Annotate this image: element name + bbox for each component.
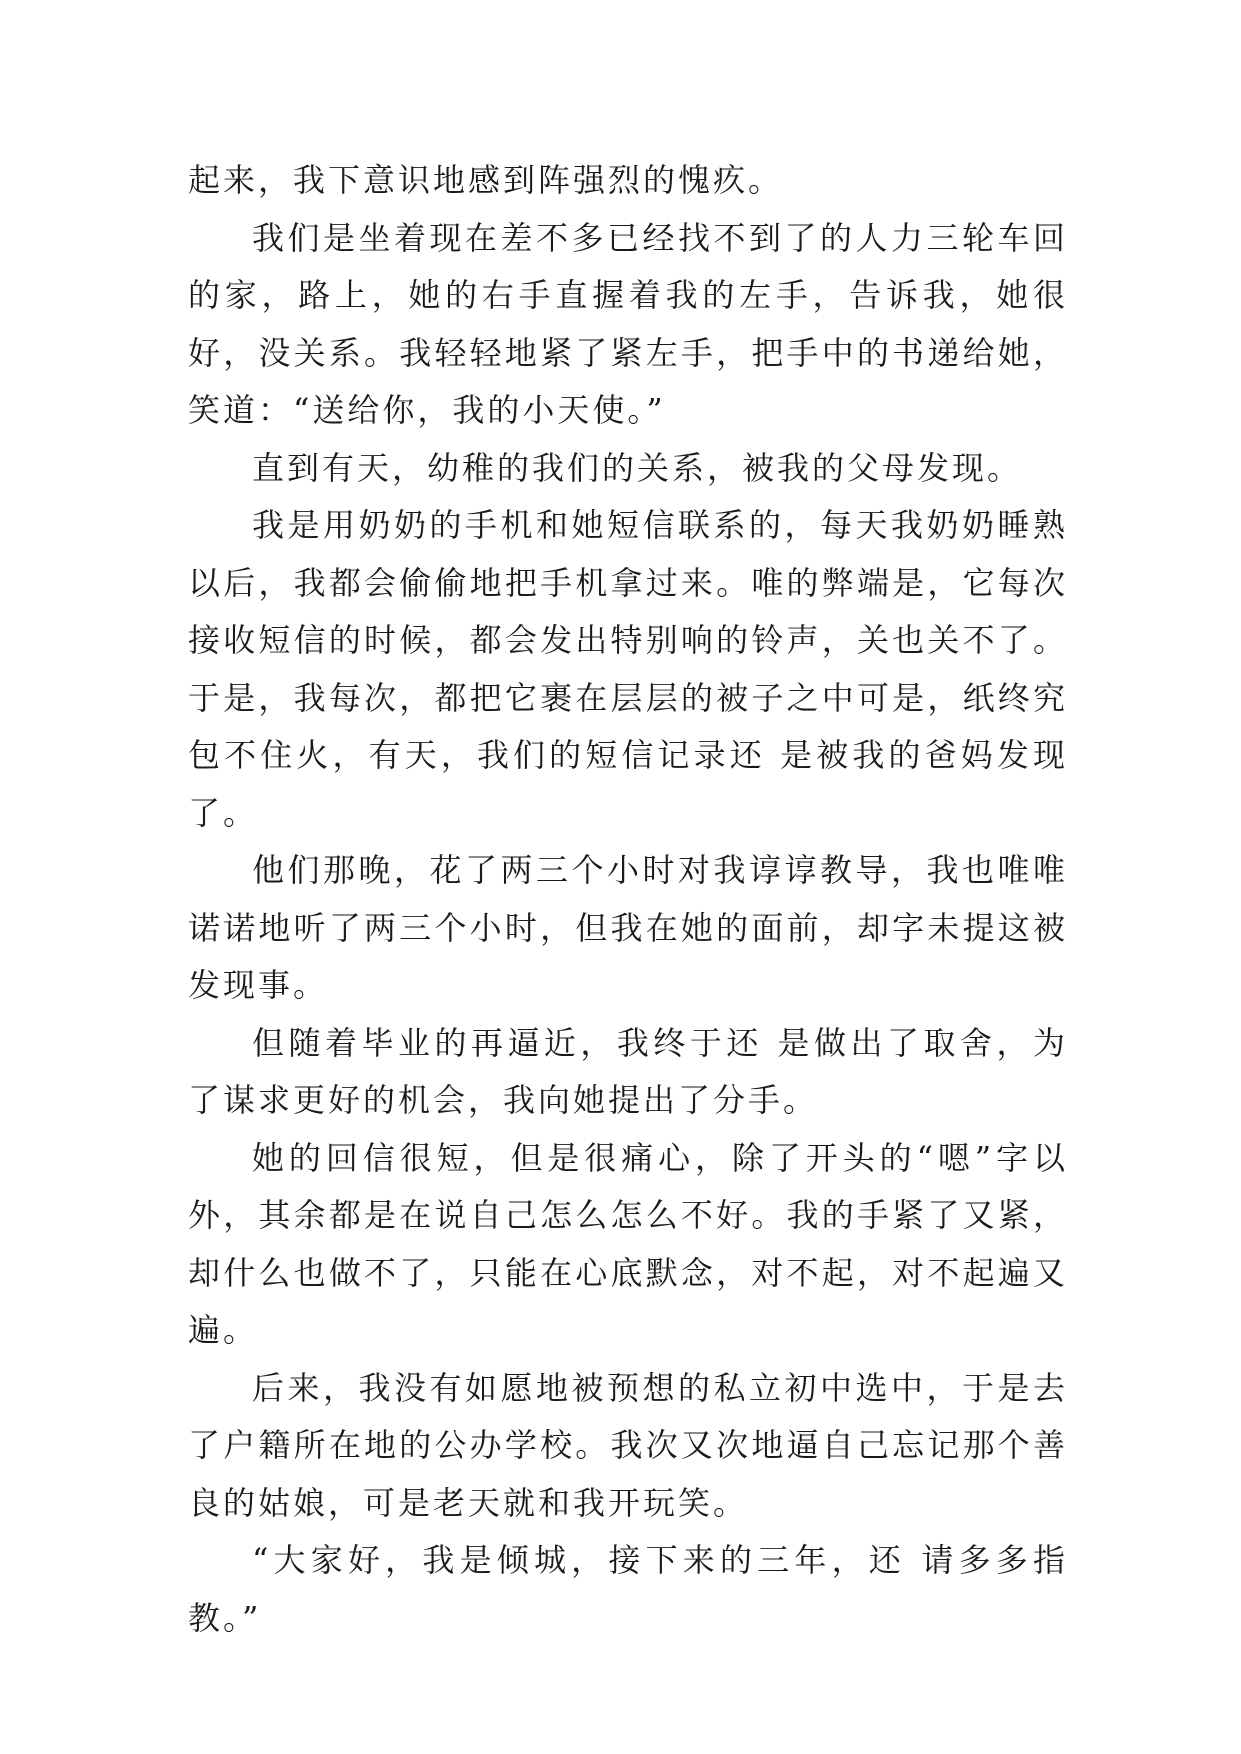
paragraph: 直到有天，幼稚的我们的关系，被我的父母发现。 bbox=[252, 448, 1023, 487]
paragraph: “大家好，我是倾城，接下来的三年，还 请多多指教。” bbox=[188, 1541, 1068, 1637]
paragraph: 我们是坐着现在差不多已经找不到了的人力三轮车回的家，路上，她的右手直握着我的左手，告诉我，她很好，没关系。我轻轻地紧了紧左手，把手中的书递给她，笑道：“送给你，我的小天使。” bbox=[188, 218, 1068, 429]
paragraph: 我是用奶奶的手机和她短信联系的，每天我奶奶睡熟以后，我都会偷偷地把手机拿过来。唯的弊端是，它每次接收短信的时候，都会发出特别响的铃声，关也关不了。于是，我每次，都把它裹在层层的被子之中可是，纸终究包不住火，有天，我们的短信记录还 是被我的爸妈发现了。 bbox=[188, 506, 1068, 832]
document-body bbox=[188, 152, 1068, 1647]
paragraph: 她的回信很短，但是很痛心，除了开头的“嗯”字以外，其余都是在说自己怎么怎么不好。我的手紧了又紧，却什么也做不了，只能在心底默念，对不起，对不起遍又遍。 bbox=[188, 1138, 1068, 1349]
paragraph: 后来，我没有如愿地被预想的私立初中选中，于是去了户籍所在地的公办学校。我次又次地逼自己忘记那个善良的姑娘，可是老天就和我开玩笑。 bbox=[188, 1368, 1068, 1522]
paragraph: 但随着毕业的再逼近，我终于还 是做出了取舍，为了谋求更好的机会，我向她提出了分手。 bbox=[188, 1023, 1068, 1119]
paragraph: 他们那晚，花了两三个小时对我谆谆教导，我也唯唯诺诺地听了两三个小时，但我在她的面前，却字未提这被发现事。 bbox=[188, 851, 1068, 1004]
paragraph-continuation: 起来，我下意识地感到阵强烈的愧疚。 bbox=[188, 161, 784, 199]
